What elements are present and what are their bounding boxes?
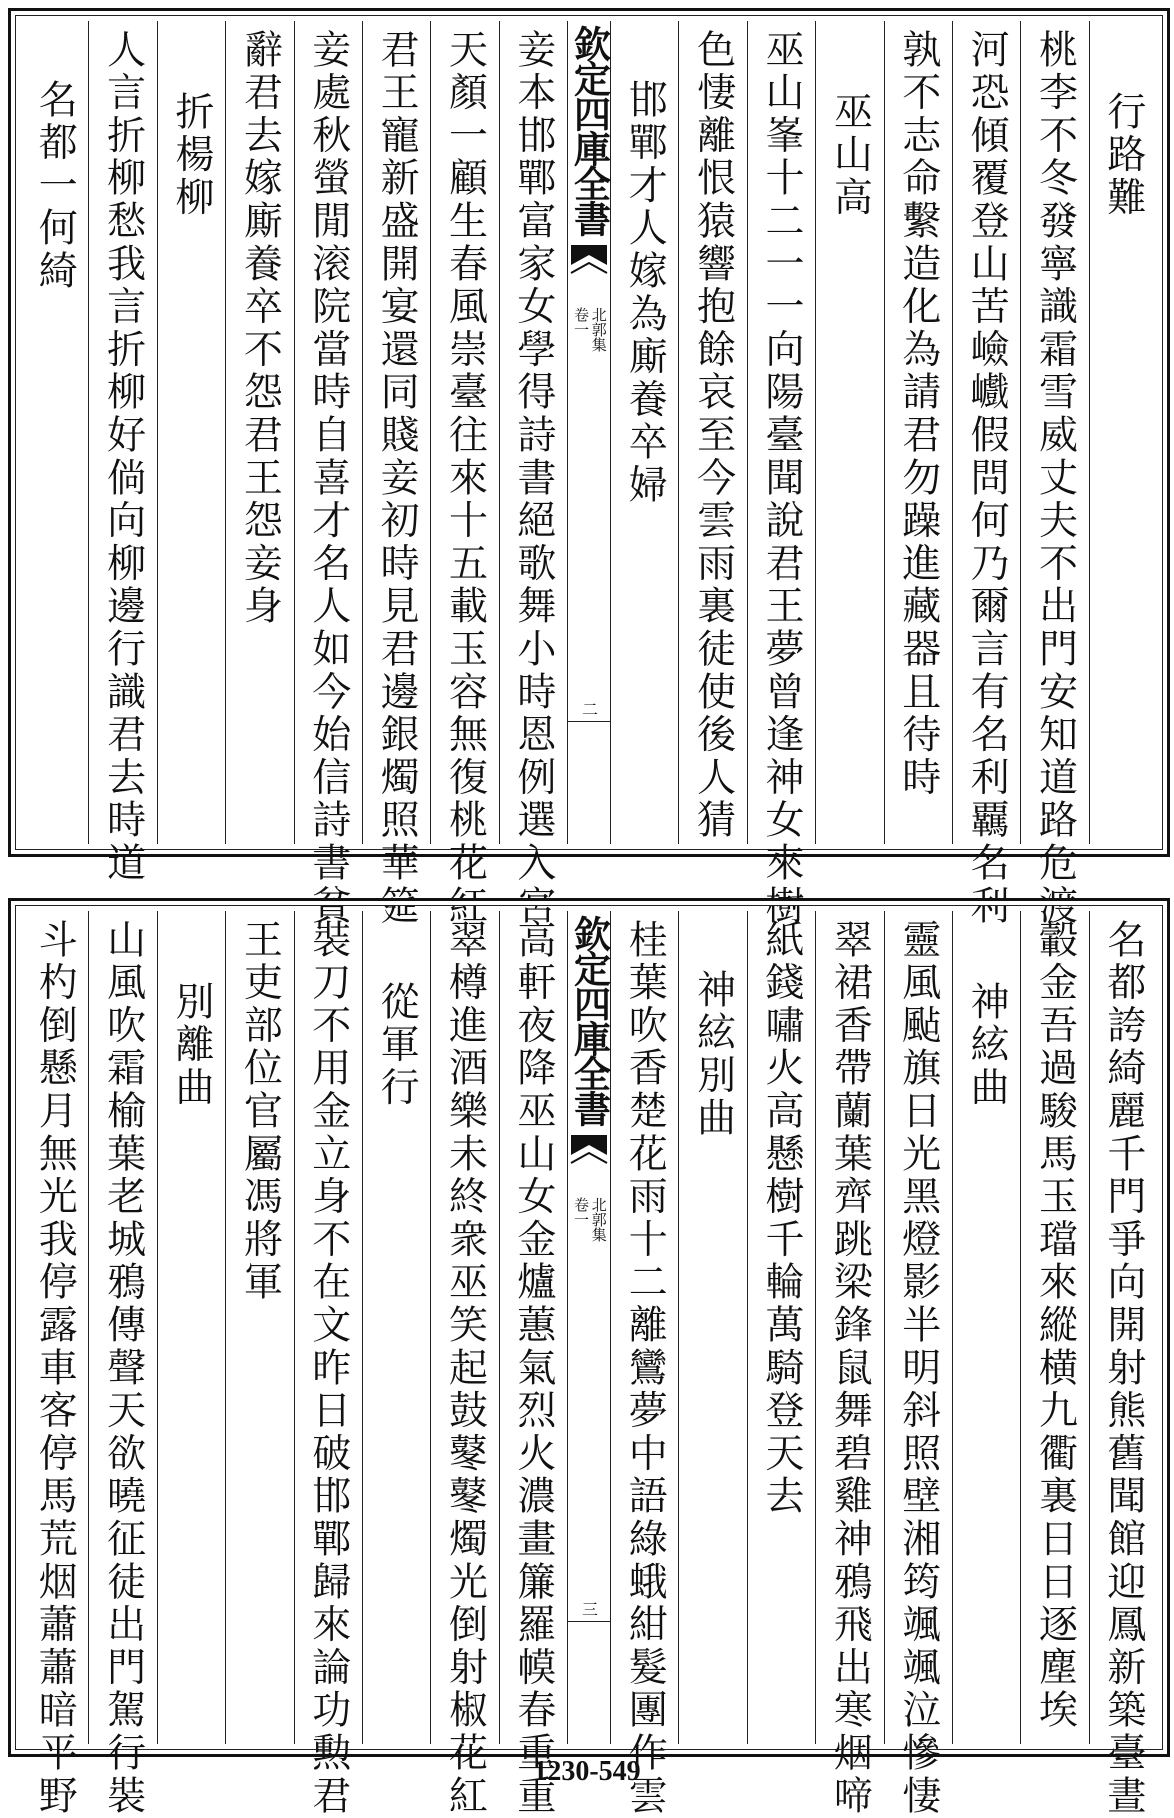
text-column [430,911,498,1818]
poem-line: 色悽離恨猿響抱餘哀至今雲雨裏徒使後人猜 [690,29,736,843]
text-column [88,21,156,885]
text-column [21,21,88,844]
text-column [430,21,498,928]
text-column [815,911,883,1818]
text-column [884,21,952,844]
poem-title: 別離曲 [168,981,214,1110]
text-column [610,21,678,844]
volume-label: 卷一 [572,307,590,337]
poem-line: 轂金吾過駿馬玉璫來縱横九衢裏日日逐塵埃 [1032,919,1078,1733]
text-column [157,911,225,1744]
text-column [499,911,567,1818]
text-column [815,21,883,844]
text-column [678,911,746,1744]
book-name: 北郭集 [589,1197,608,1242]
poem-line: 紙錢嘯火高懸樹千輪萬騎登天去 [758,919,804,1519]
text-column [1020,911,1088,1744]
collection-title: 欽定四庫全書 [567,915,612,1125]
fish-tail-mark-icon [569,1133,609,1193]
fish-tail-mark-icon [569,243,609,303]
poem-line: 孰不志命繫造化為請君勿躁進藏器且待時 [895,29,941,800]
spine-rule [568,1621,610,1622]
text-column [747,911,815,1744]
poem-line: 巫山峯十二一一向陽臺聞說君王夢曾逢神女來樹 [758,29,804,928]
poem-line: 翠裙香帶蘭葉齊跳梁鋒鼠舞碧雞神鴉飛出寒烟啼 [827,919,873,1818]
poem-line: 妾本邯鄲富家女學得詩書絕歌舞小時恩例選入宮 [510,29,556,928]
poem-line: 辭君去嫁廝養卒不怨君王怨妾身 [237,29,283,629]
top-page-frame [8,8,1170,928]
poem-line: 君王寵新盛開宴還同賤妾初時見君邊銀燭照華筵 [374,29,420,928]
poem-line: 桃李不冬發寧識霜雪威丈夫不出門安知道路危渡 [1032,29,1078,928]
poem-line: 天顏一顧生春風崇臺往來十五載玉容無復桃花紅 [442,29,488,928]
folio-number: 三 [579,1601,599,1617]
folio-number: 二 [579,701,599,717]
text-column [952,21,1020,928]
poem-line: 山風吹霜榆葉老城鴉傳聲天欲曉征徒出門駕行裝 [100,919,146,1818]
book-spine [567,21,610,844]
poem-line: 人言折柳愁我言折柳好倘向柳邊行識君去時道 [100,29,146,885]
poem-line: 王吏部位官屬馮將軍 [237,919,283,1305]
text-column [225,21,293,844]
text-column [362,911,430,1744]
book-spine [567,911,610,1744]
poem-title: 神絃曲 [964,981,1010,1110]
collection-title: 欽定四庫全書 [567,25,612,235]
book-meta [572,1197,606,1242]
poem-title: 折楊柳 [168,91,214,220]
book-name: 北郭集 [589,307,608,352]
text-column [610,911,678,1818]
text-column [225,911,293,1744]
poem-line: 河恐傾覆登山苦嶮巇假問何乃爾言有名利覊名利 [964,29,1010,928]
poem-line: 妾處秋螢閒滚院當時自喜才名人如今始信詩書貧 [305,29,351,928]
book-meta [572,307,606,352]
text-column [1020,21,1088,928]
top-page-columns [21,21,1157,928]
text-column [21,911,88,1818]
poem-line: 高軒夜降巫山女金爐蕙氣烈火濃畫簾羅幙春重重 [510,919,556,1818]
poem-line: 斗杓倒懸月無光我停露車客停馬荒烟蕭蕭暗平野 [32,919,78,1818]
text-column [1089,911,1157,1818]
poem-line: 名都誇綺麗千門爭向開射熊舊聞館迎鳳新築臺晝 [1100,919,1146,1818]
poem-title: 從軍行 [374,981,420,1110]
poem-subtitle: 名都一何綺 [32,79,78,293]
poem-line: 翠樽進酒樂未終衆巫笑起鼓鼕鼕燭光倒射椒花紅 [442,919,488,1818]
text-column [362,21,430,928]
text-column [678,21,746,844]
text-column [88,911,156,1818]
text-column [884,911,952,1818]
text-column [157,21,225,844]
text-column [499,21,567,928]
poem-subtitle: 神絃別曲 [690,969,736,1141]
poem-line: 桂葉吹香楚花雨十二離鸞夢中語綠蛾紺髮團作雲 [622,919,668,1818]
spine-rule [568,721,610,722]
text-column [747,21,815,928]
poem-line: 靈風颭旗日光黑燈影半明斜照壁湘筠颯颯泣慘悽 [895,919,941,1818]
poem-title: 行路難 [1100,91,1146,220]
volume-label: 卷一 [572,1197,590,1227]
poem-title: 巫山高 [827,91,873,220]
text-column [294,911,362,1818]
text-column [294,21,362,928]
poem-subtitle: 邯鄲才人嫁為廝養卒婦 [622,79,668,507]
text-column [952,911,1020,1744]
poem-line: 裝刀不用金立身不在文昨日破邯鄲歸來論功勲君 [305,919,351,1818]
page-code: 1230-549 [533,1756,641,1787]
text-column [1089,21,1157,844]
